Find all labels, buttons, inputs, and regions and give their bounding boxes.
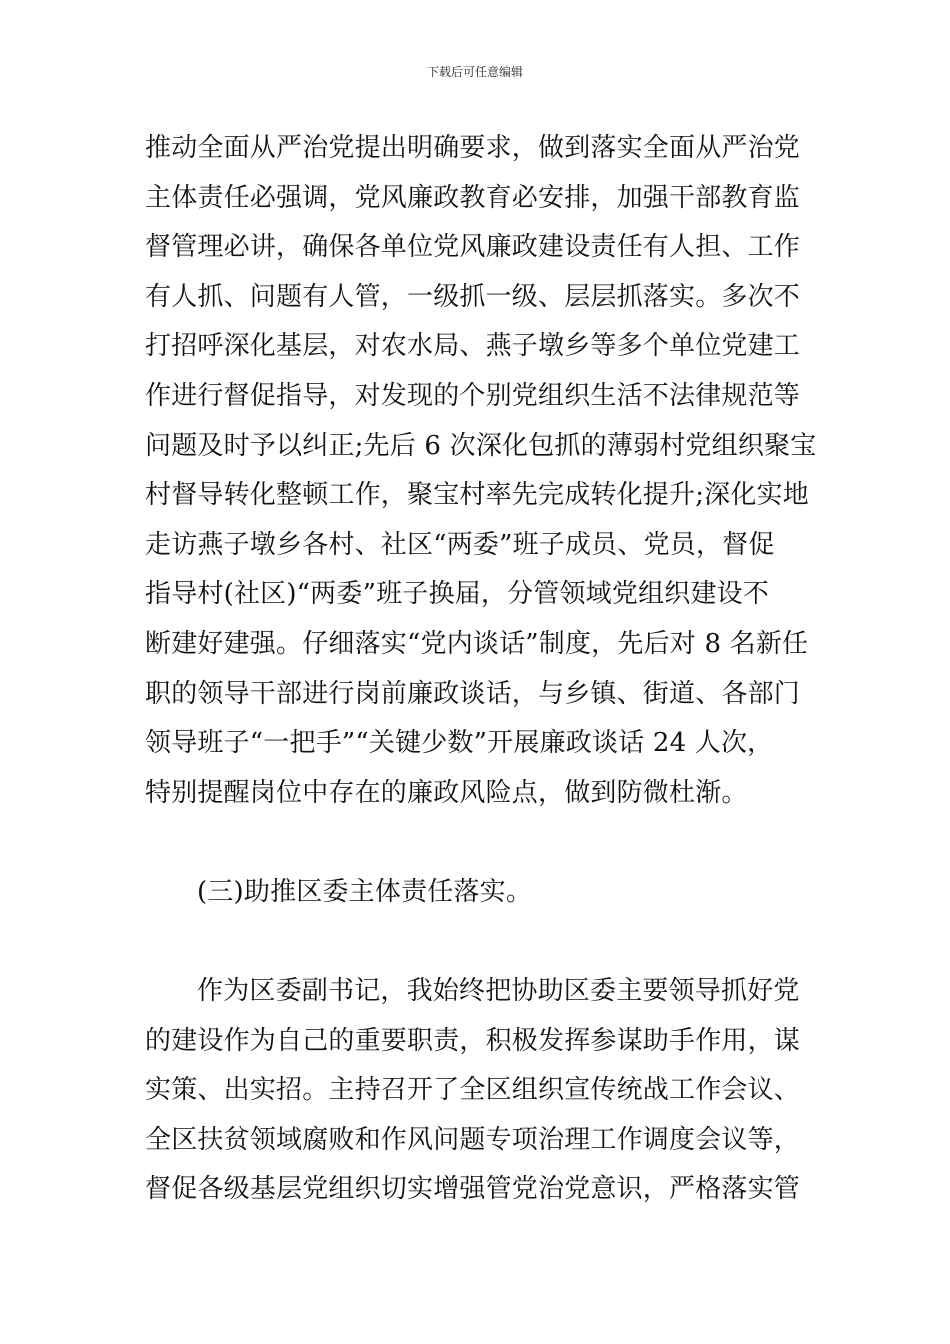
paragraph-1 bbox=[145, 124, 817, 818]
text-line: 特别提醒岗位中存在的廉政风险点，做到防微杜渐。 bbox=[145, 777, 748, 808]
text-line: 断建好建强。仔细落实“党内谈话”制度，先后对 8 名新任 bbox=[145, 628, 809, 659]
text-line: 全区扶贫领域腐败和作风问题专项治理工作调度会议等， bbox=[145, 1124, 801, 1155]
text-line: 作为区委副书记，我始终把协助区委主要领导抓好党 bbox=[197, 976, 800, 1007]
download-note: 下载后可任意编辑 bbox=[426, 65, 523, 79]
text-line: 推动全面从严治党提出明确要求，做到落实全面从严治党 bbox=[145, 133, 801, 163]
paragraph-gap bbox=[145, 818, 810, 868]
text-line: 实策、出实招。主持召开了全区组织宣传统战工作会议、 bbox=[145, 1075, 801, 1106]
text-line: 问题及时予以纠正;先后 6 次深化包抓的薄弱村党组织聚宝 bbox=[145, 430, 817, 461]
text-line: 主体责任必强调，党风廉政教育必安排，加强干部教育监 bbox=[145, 182, 801, 213]
paragraph-3 bbox=[145, 967, 810, 1215]
text-line: 指导村(社区)“两委”班子换届，分管领域党组织建设不 bbox=[145, 579, 770, 610]
paragraph-gap bbox=[145, 918, 810, 968]
text-line: 领导班子“一把手”“关键少数”开展廉政谈话 24 人次， bbox=[145, 728, 774, 759]
text-line: 走访燕子墩乡各村、社区“两委”班子成员、党员，督促 bbox=[145, 529, 775, 560]
heading-line: (三)助推区委主体责任落实。 bbox=[197, 876, 533, 907]
text-line: 职的领导干部进行岗前廉政谈话，与乡镇、街道、各部门 bbox=[145, 678, 801, 709]
text-line: 作进行督促指导，对发现的个别党组织生活不法律规范等 bbox=[145, 380, 801, 411]
text-line: 村督导转化整顿工作，聚宝村率先完成转化提升;深化实地 bbox=[145, 480, 809, 511]
text-line: 督促各级基层党组织切实增强管党治党意识，严格落实管 bbox=[145, 1174, 801, 1205]
text-line: 有人抓、问题有人管，一级抓一级、层层抓落实。多次不 bbox=[145, 281, 801, 312]
document-body bbox=[145, 124, 817, 1215]
text-line: 的建设作为自己的重要职责，积极发挥参谋助手作用，谋 bbox=[145, 1025, 801, 1056]
text-line: 督管理必讲，确保各单位党风廉政建设责任有人担、工作 bbox=[145, 232, 801, 263]
section-heading bbox=[145, 868, 810, 918]
text-line: 打招呼深化基层，对农水局、燕子墩乡等多个单位党建工 bbox=[145, 331, 801, 362]
